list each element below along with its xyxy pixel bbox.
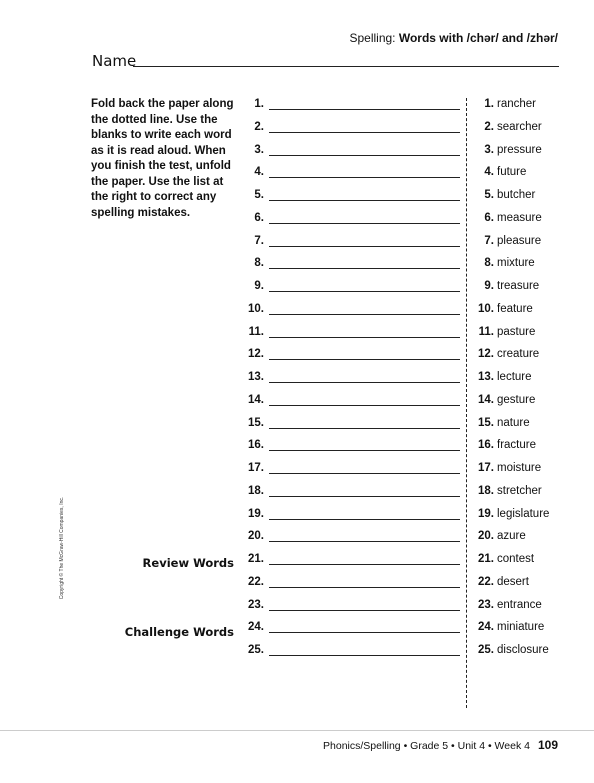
word-list-item <box>470 348 580 366</box>
answer-blank[interactable] <box>269 246 460 247</box>
answer-blank[interactable] <box>269 610 460 611</box>
word-number: 14. <box>478 393 494 406</box>
blank-row <box>240 212 460 232</box>
blank-row <box>240 530 460 550</box>
word-number: 22. <box>478 575 494 588</box>
blank-number: 21. <box>248 553 264 565</box>
answer-blank[interactable] <box>269 632 460 633</box>
spelling-word: stretcher <box>497 484 542 497</box>
blank-number: 16. <box>248 439 264 452</box>
blank-number: 23. <box>248 598 264 611</box>
word-number: 15. <box>478 416 494 429</box>
word-number: 10. <box>478 302 494 315</box>
answer-blank[interactable] <box>269 405 460 406</box>
blank-number: 1. <box>254 98 264 110</box>
answer-blank[interactable] <box>269 587 460 588</box>
name-row <box>92 52 559 70</box>
answer-blank[interactable] <box>269 496 460 497</box>
word-list-item <box>470 462 580 480</box>
word-number: 9. <box>484 280 494 292</box>
answer-blank[interactable] <box>269 655 460 656</box>
spelling-word: treasure <box>497 280 540 292</box>
word-number: 11. <box>478 325 494 338</box>
word-list-item <box>470 439 580 457</box>
word-list-item <box>470 576 580 594</box>
word-number: 23. <box>478 598 494 611</box>
blank-row <box>240 189 460 209</box>
word-list-item <box>470 280 580 298</box>
answer-blank[interactable] <box>269 155 460 156</box>
word-list-item <box>470 212 580 230</box>
answer-blank[interactable] <box>269 564 460 565</box>
blank-row <box>240 553 460 573</box>
answer-blank[interactable] <box>269 291 460 292</box>
answer-blank[interactable] <box>269 337 460 338</box>
spelling-word: mixture <box>497 257 535 270</box>
blank-row <box>240 166 460 186</box>
word-number: 3. <box>484 143 494 156</box>
blank-row <box>240 121 460 141</box>
word-list-item <box>470 121 580 139</box>
word-number: 4. <box>484 166 494 179</box>
blank-row <box>240 394 460 414</box>
blank-row <box>240 348 460 368</box>
word-number: 21. <box>478 553 494 565</box>
word-list-item <box>470 599 580 617</box>
page-footer <box>323 738 558 752</box>
spelling-word: butcher <box>497 189 536 201</box>
blank-number: 15. <box>248 416 264 429</box>
answer-blank[interactable] <box>269 359 460 360</box>
blank-row <box>240 303 460 323</box>
answer-blank[interactable] <box>269 109 460 110</box>
page-header <box>349 31 558 45</box>
word-list-item <box>470 644 580 662</box>
spelling-word: measure <box>497 211 542 224</box>
answer-blank[interactable] <box>269 268 460 269</box>
word-number: 25. <box>478 644 494 656</box>
blank-row <box>240 576 460 596</box>
word-number: 1. <box>484 98 494 110</box>
word-list-item <box>470 257 580 275</box>
blank-number: 25. <box>248 644 264 656</box>
answer-blank[interactable] <box>269 132 460 133</box>
word-number: 20. <box>478 530 494 543</box>
word-list-item <box>470 485 580 503</box>
blank-number: 8. <box>254 257 264 270</box>
blank-number: 2. <box>254 120 264 133</box>
spelling-word: contest <box>497 553 535 565</box>
spelling-word: disclosure <box>497 644 549 656</box>
blank-row <box>240 485 460 505</box>
spelling-word: desert <box>497 575 529 588</box>
answer-blank[interactable] <box>269 450 460 451</box>
blank-number: 4. <box>254 166 264 179</box>
blank-row <box>240 508 460 528</box>
spelling-word: miniature <box>497 621 545 634</box>
blank-number: 7. <box>254 234 264 247</box>
spelling-word: moisture <box>497 462 542 474</box>
word-number: 17. <box>478 462 494 474</box>
blank-row <box>240 98 460 118</box>
blank-number: 13. <box>248 371 264 383</box>
blank-row <box>240 144 460 164</box>
blank-number: 18. <box>248 484 264 497</box>
spelling-word: azure <box>497 530 526 543</box>
blank-number: 9. <box>254 280 264 292</box>
word-list-item <box>470 621 580 639</box>
blank-number: 19. <box>248 507 264 520</box>
spelling-word: searcher <box>497 120 542 133</box>
word-number: 18. <box>478 484 494 497</box>
word-number: 5. <box>484 189 494 201</box>
word-list-item <box>470 417 580 435</box>
word-list-item <box>470 394 580 412</box>
blank-number: 22. <box>248 575 264 588</box>
word-number: 7. <box>484 234 494 247</box>
blank-row <box>240 417 460 437</box>
answer-blank[interactable] <box>269 541 460 542</box>
name-label: Name <box>92 52 137 70</box>
word-list-item <box>470 326 580 344</box>
word-number: 6. <box>484 211 494 224</box>
word-list-item <box>470 530 580 548</box>
word-list-item <box>470 371 580 389</box>
spelling-word: pressure <box>497 143 542 156</box>
header-prefix: Spelling: <box>349 31 399 45</box>
blank-number: 10. <box>248 302 264 315</box>
answer-blank[interactable] <box>269 200 460 201</box>
word-number: 16. <box>478 439 494 452</box>
spelling-word: pleasure <box>497 234 542 247</box>
spelling-word: creature <box>497 348 540 361</box>
blank-number: 11. <box>248 325 264 338</box>
spelling-word: rancher <box>497 98 536 110</box>
answer-blank[interactable] <box>269 473 460 474</box>
spelling-word: fracture <box>497 439 536 452</box>
word-list-item <box>470 553 580 571</box>
blank-row <box>240 599 460 619</box>
page-number: 109 <box>537 738 558 752</box>
word-number: 24. <box>478 621 494 634</box>
blank-number: 5. <box>254 189 264 201</box>
blank-row <box>240 462 460 482</box>
blank-number: 24. <box>248 621 264 634</box>
challenge-words-label: Challenge Words <box>124 625 234 639</box>
answer-blank[interactable] <box>269 314 460 315</box>
blank-row <box>240 280 460 300</box>
word-number: 12. <box>478 348 494 361</box>
blank-row <box>240 326 460 346</box>
answer-blank[interactable] <box>269 519 460 520</box>
blank-row <box>240 235 460 255</box>
word-list-item <box>470 144 580 162</box>
blank-row <box>240 644 460 664</box>
spelling-word: nature <box>497 416 530 429</box>
answer-blank[interactable] <box>269 177 460 178</box>
blank-number: 12. <box>248 348 264 361</box>
blank-row <box>240 439 460 459</box>
word-list-item <box>470 235 580 253</box>
answer-blank[interactable] <box>269 382 460 383</box>
copyright-text: Copyright © The McGraw-Hill Companies, Inc. <box>59 496 65 600</box>
word-list-item <box>470 508 580 526</box>
word-list-item <box>470 166 580 184</box>
word-list-item <box>470 98 580 116</box>
blank-number: 3. <box>254 143 264 156</box>
instructions: Fold back the paper along the dotted line. Use the blanks to write each word as it is read aloud. When you finish the test, unfold the paper. Use the list at the right to correct any spelling mistakes. <box>91 98 234 219</box>
review-words-label: Review Words <box>142 556 234 570</box>
word-list-item <box>470 303 580 321</box>
blank-row <box>240 371 460 391</box>
blank-number: 6. <box>254 211 264 224</box>
word-number: 2. <box>484 120 494 133</box>
fold-line <box>466 98 467 708</box>
spelling-word: feature <box>497 302 533 315</box>
blank-number: 17. <box>248 462 264 474</box>
spelling-word: pasture <box>497 325 536 338</box>
word-list-item <box>470 189 580 207</box>
blank-row <box>240 621 460 641</box>
word-number: 13. <box>478 371 494 383</box>
answer-blank[interactable] <box>269 223 460 224</box>
spelling-word: gesture <box>497 393 536 406</box>
blank-number: 14. <box>248 393 264 406</box>
header-title: Words with /chər/ and /zhər/ <box>398 31 558 45</box>
spelling-word: legislature <box>497 507 550 520</box>
blank-row <box>240 257 460 277</box>
footer-divider <box>0 730 594 731</box>
name-line <box>133 66 559 67</box>
blank-number: 20. <box>248 530 264 543</box>
spelling-word: entrance <box>497 598 542 611</box>
footer-text: Phonics/Spelling • Grade 5 • Unit 4 • Week 4 <box>323 740 530 752</box>
spelling-word: future <box>497 166 527 179</box>
answer-blank[interactable] <box>269 428 460 429</box>
spelling-word: lecture <box>497 371 532 383</box>
word-number: 8. <box>484 257 494 270</box>
word-number: 19. <box>478 507 494 520</box>
